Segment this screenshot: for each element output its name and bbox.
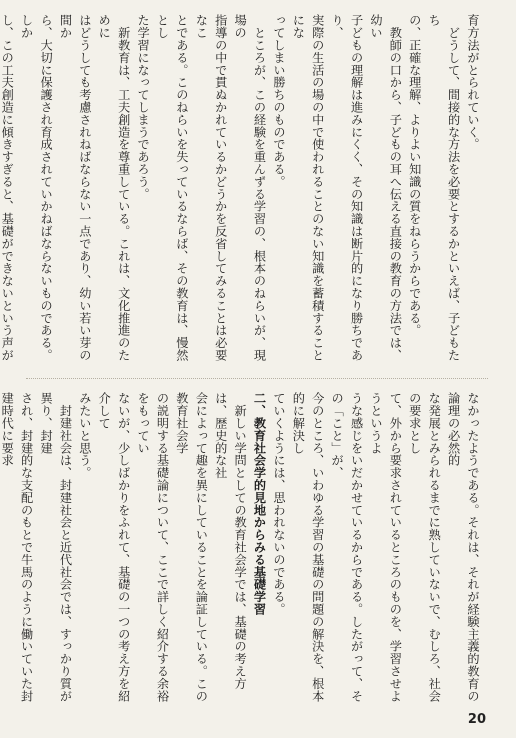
text-line: 教師の口から、子どもの耳へ伝える直接の教育の方法では、幼い [368, 14, 403, 362]
text-line: どうして、間接的な方法を必要とするかといえば、子どもたち [427, 14, 461, 362]
upper-text-block [0, 14, 482, 366]
section-number: 二、 [252, 392, 267, 417]
text-line: ないが、少しばかりをふれて、基礎の一つの考え方を紹介して [97, 392, 131, 702]
text-line: の説明する基礎論について、ここで詳しく紹介する余裕をもってい [136, 392, 170, 702]
text-line: なかったようである。それは、それが経験主義的教育の論理の必然的 [446, 392, 480, 702]
text-line: とである。このねらいを失っているならば、その教育は、慢然とし [155, 14, 189, 362]
text-line: 実際の生活の場の中で使われることのない知識を蓄積することにな [291, 14, 325, 362]
text-line: みたいと思う。 [77, 392, 92, 479]
text-line: 今のところ、いわゆる学習の基礎の問題の解決を、根本的に解決し [291, 392, 325, 702]
text-line: ていくようには、思われないのである。 [271, 392, 286, 616]
text-line: な発展とみられるまでに熟していないで、むしろ、社会の要求とし [407, 392, 442, 702]
text-line: て、外から要求されているところのものを、学習させようというよ [368, 392, 403, 702]
text-line: 新教育は、工夫創造を尊重している。これは、文化推進のために [97, 14, 131, 362]
text-line: 育方法がとられていく。 [466, 14, 480, 151]
lower-text-block [0, 392, 482, 710]
text-line: ところが、この経験を重んずる学習の、根本のねらいが、現場の [233, 14, 267, 362]
text-line: 指導の中で貫ぬかれているかどうかを反省してみることは必要なこ [194, 14, 228, 362]
text-line: 新しい学問としての教育社会学では、基礎の考え方は、歴史的な社 [213, 392, 248, 690]
text-line: 封建社会は、封建社会と近代社会では、すっかり質が異り、封建 [39, 392, 73, 702]
text-line: し、この工夫創造に傾きすぎると、基礎ができないという声が [0, 14, 15, 362]
text-line: た学習になってしまうであろう。 [136, 14, 151, 200]
section-title: 教育社会学的見地からみる基礎学習 [252, 416, 267, 616]
text-line: はどうしても考慮されねばならない一点であり、幼い若い芽の間か [58, 14, 92, 362]
section-heading [249, 392, 268, 710]
text-line: 子どもの理解は進みにくく、その知識は断片的になり勝ちであり、 [330, 14, 364, 362]
text-line: ってしまい勝ちのものである。 [271, 14, 286, 188]
text-line: ら、大切に保護され育成されていかねばならないものである。しか [19, 14, 54, 362]
text-line: 会によって趣を異にしていることを論証している。この教育社会学 [174, 392, 209, 702]
text-line: うな感じをいだかせているからである。したがって、その「こと」が、 [330, 392, 364, 702]
section-divider [26, 378, 488, 379]
page-number: 20 [467, 712, 486, 727]
text-line: され、封建的な支配のもとで牛馬のように働いていた封建時代に要求 [0, 392, 34, 702]
text-line: の、正確な理解、よりよい知識の質をねらうからである。 [407, 14, 422, 337]
